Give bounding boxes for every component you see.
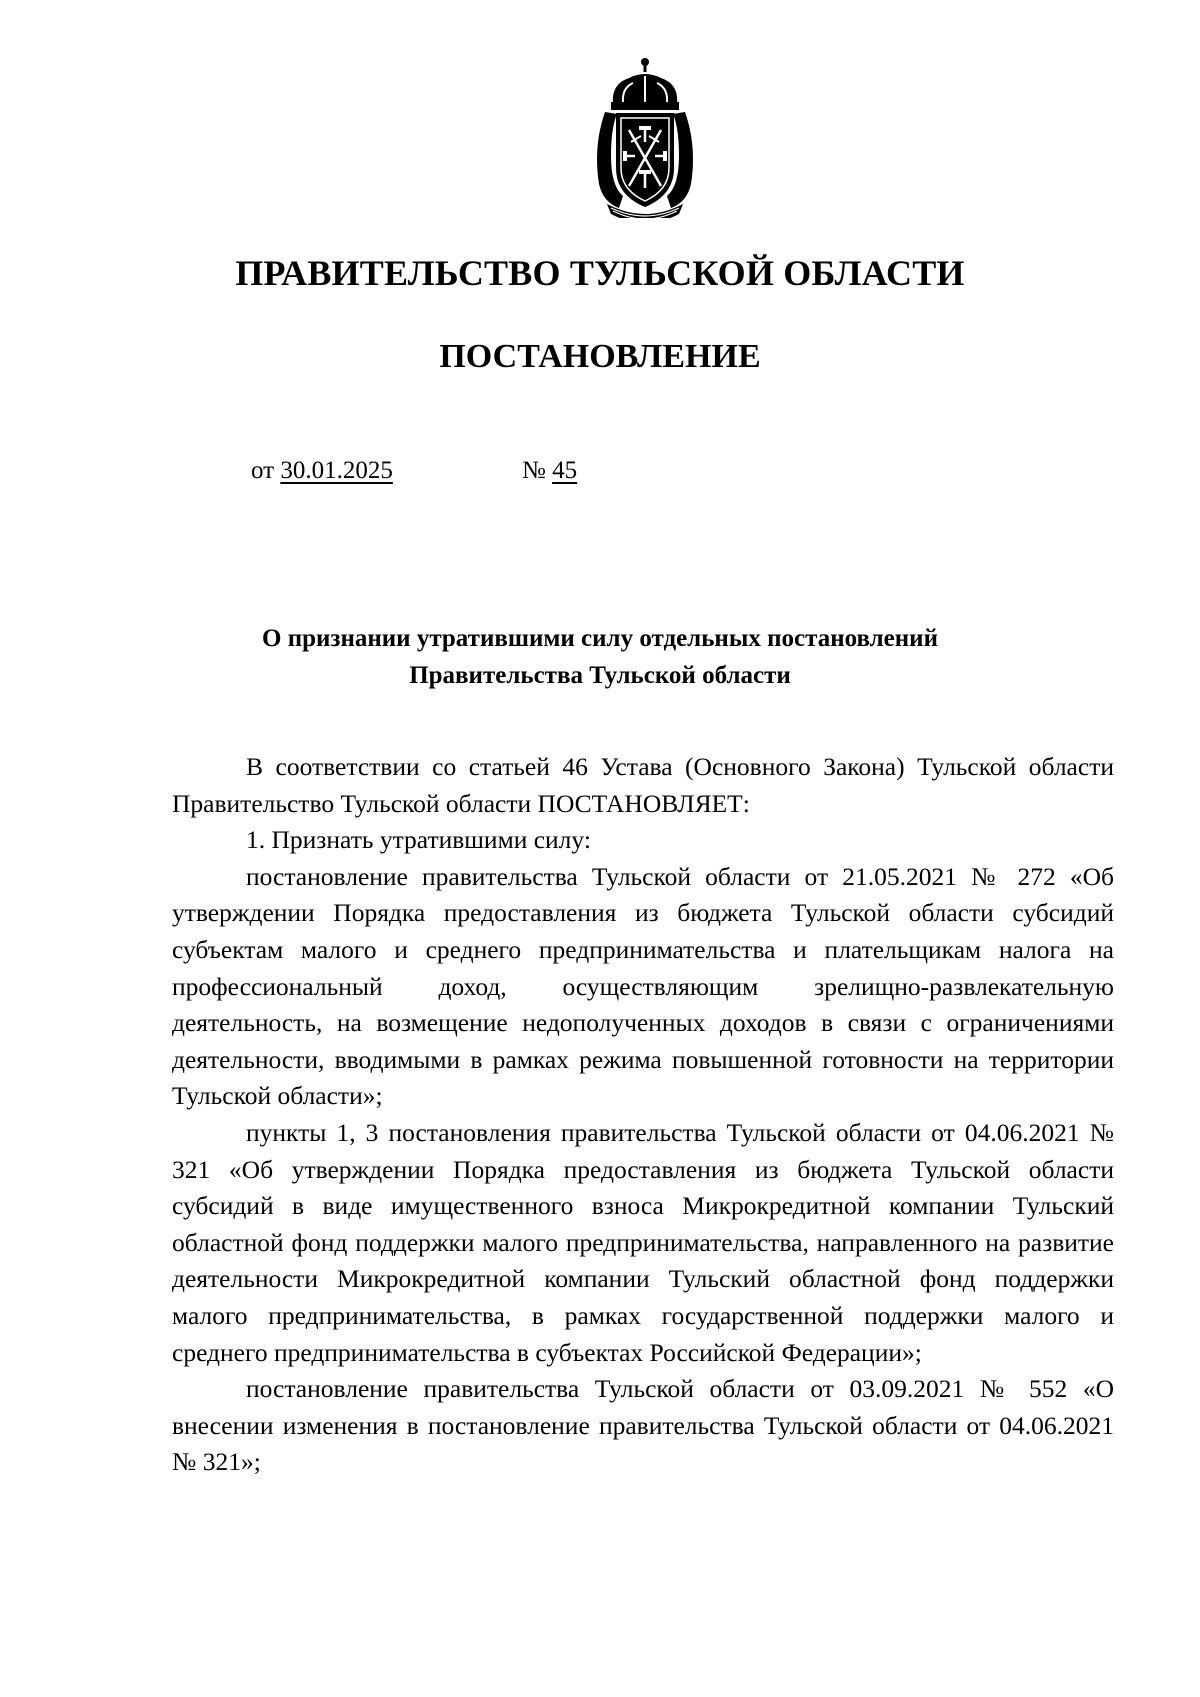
number-value: 45 xyxy=(552,457,578,484)
document-body xyxy=(172,749,1114,1481)
document-date xyxy=(251,457,393,485)
number-prefix: № xyxy=(522,457,546,484)
body-paragraph-resolution-321: пункты 1, 3 постановления правительства Тульской области от 04.06.2021 № 321 «Об утверждении Порядка предоставления из бюджета Тульской области субсидий в виде имущественного взноса Микрокредитной компании Тульский областной фонд поддержки малого предпринимательства, направленного на развитие деятельности Микрокредитной компании Тульский областной фонд поддержки малого предпринимательства, в рамках государственной поддержки малого и среднего предпринимательства в субъектах Российской Федерации»; xyxy=(172,1117,1114,1367)
document-number xyxy=(522,457,577,485)
date-number-line xyxy=(0,457,1200,497)
body-paragraph-resolution-552: постановление правительства Тульской области от 03.09.2021 № 552 «О внесении изменения в постановление правительства Тульской области от 04.06.2021 № 321»; xyxy=(172,1374,1114,1477)
body-paragraph-preamble: В соответствии со статьей 46 Устава (Основного Закона) Тульской области Правительство Тульской области ПОСТАНОВЛЯЕТ: xyxy=(172,752,1114,818)
document-subject xyxy=(180,620,1020,694)
body-paragraph-item-1: 1. Признать утратившими силу: xyxy=(246,825,591,855)
date-value: 30.01.2025 xyxy=(280,457,393,484)
subject-line-2: Правительства Тульской области xyxy=(409,662,791,689)
organization-title: ПРАВИТЕЛЬСТВО ТУЛЬСКОЙ ОБЛАСТИ xyxy=(235,253,965,293)
tula-coat-of-arms-icon xyxy=(589,56,701,218)
date-prefix: от xyxy=(251,457,275,484)
subject-line-1: О признании утратившими силу отдельных постановлений xyxy=(262,625,938,652)
document-type: ПОСТАНОВЛЕНИЕ xyxy=(439,338,761,375)
body-paragraph-resolution-272: постановление правительства Тульской области от 21.05.2021 № 272 «Об утверждении Порядка предоставления из бюджета Тульской области субсидий субъектам малого и среднего предпринимательства и плательщикам налога на профессиональный доход, осуществляющим зрелищно-развлекательную деятельность, на возмещение недополученных доходов в связи с ограничениями деятельности, вводимыми в рамках режима повышенной готовности на территории Тульской области»; xyxy=(172,861,1114,1111)
